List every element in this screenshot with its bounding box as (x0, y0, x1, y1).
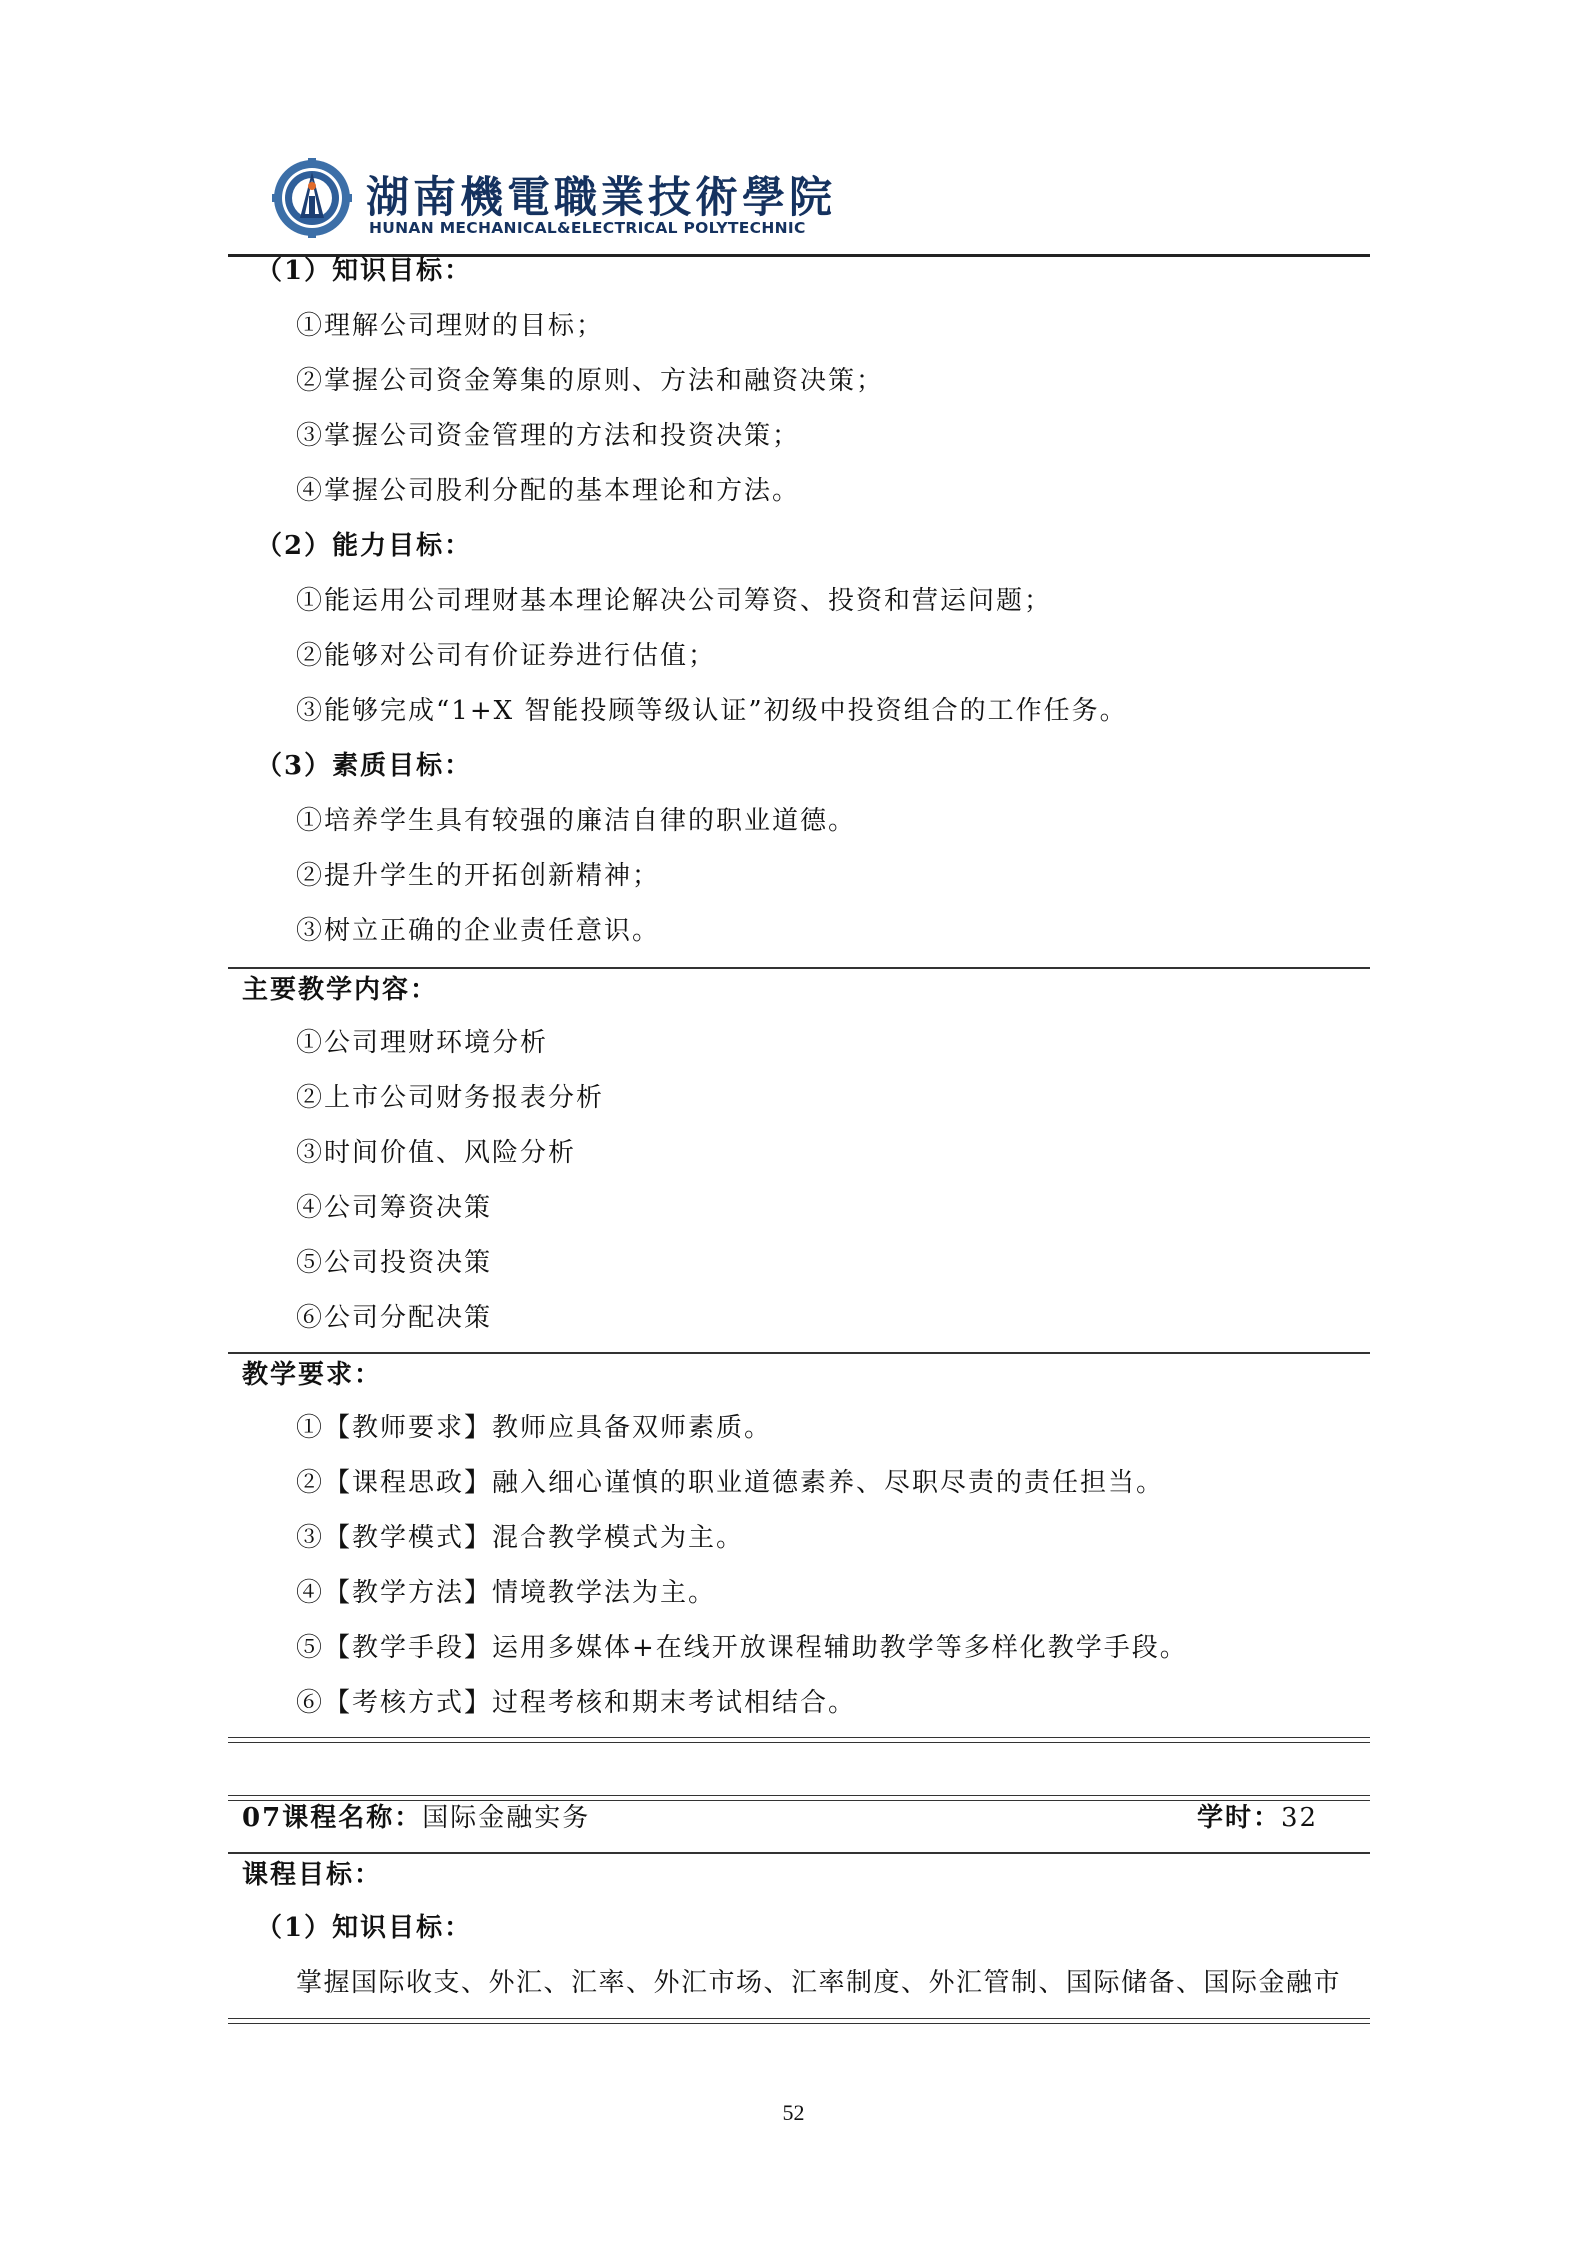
section-divider (228, 1352, 1370, 1354)
table-top-border (228, 1795, 1370, 1801)
school-name-cn: 湖南機電職業技術學院 (366, 173, 836, 223)
course-hours-value: 32 (1281, 1803, 1319, 1833)
objectives-heading: 课程目标： (242, 1860, 383, 1890)
list-item: ③能够完成“1+X 智能投顾等级认证”初级中投资组合的工作任务。 (296, 696, 1128, 726)
section-divider (228, 1852, 1370, 1854)
list-item: ⑥公司分配决策 (296, 1303, 493, 1333)
list-item: ③掌握公司资金管理的方法和投资决策； (296, 421, 801, 451)
course-hours (1197, 1803, 1318, 1833)
list-item: ③树立正确的企业责任意识。 (296, 916, 661, 946)
course-name: 国际金融实务 (422, 1803, 591, 1833)
list-item: ⑤【教学手段】运用多媒体+在线开放课程辅助教学等多样化教学手段。 (296, 1633, 1188, 1663)
list-item: ④掌握公司股利分配的基本理论和方法。 (296, 476, 801, 506)
section-divider (228, 967, 1370, 969)
page-header (272, 158, 836, 238)
course-name-label: 课程名称： (282, 1803, 423, 1833)
knowledge-heading: （1）知识目标： (256, 256, 473, 286)
list-item: ①理解公司理财的目标； (296, 311, 605, 341)
list-item: ①培养学生具有较强的廉洁自律的职业道德。 (296, 806, 857, 836)
table-bottom-border (228, 2018, 1370, 2024)
page-number: 52 (782, 2100, 805, 2125)
content-heading: 主要教学内容： (242, 975, 439, 1005)
knowledge-heading: （1）知识目标： (256, 1913, 473, 1943)
list-item: ②掌握公司资金筹集的原则、方法和融资决策； (296, 366, 885, 396)
list-item: ⑤公司投资决策 (296, 1248, 493, 1278)
knowledge-text: 掌握国际收支、外汇、汇率、外汇市场、汇率制度、外汇管制、国际储备、国际金融市 (296, 1968, 1342, 1998)
school-emblem-icon (272, 158, 352, 238)
list-item: ①公司理财环境分析 (296, 1028, 549, 1058)
list-item: ①【教师要求】教师应具备双师素质。 (296, 1413, 773, 1443)
list-item: ②【课程思政】融入细心谨慎的职业道德素养、尽职尽责的责任担当。 (296, 1468, 1165, 1498)
requirements-heading: 教学要求： (242, 1360, 383, 1390)
list-item: ⑥【考核方式】过程考核和期末考试相结合。 (296, 1688, 857, 1718)
course-title-row (242, 1803, 590, 1833)
course-hours-label: 学时： (1197, 1803, 1282, 1833)
list-item: ②能够对公司有价证券进行估值； (296, 641, 717, 671)
list-item: ②提升学生的开拓创新精神； (296, 861, 661, 891)
list-item: ④【教学方法】情境教学法为主。 (296, 1578, 717, 1608)
school-name-en: HUNAN MECHANICAL&ELECTRICAL POLYTECHNIC (369, 219, 806, 237)
list-item: ③【教学模式】混合教学模式为主。 (296, 1523, 745, 1553)
course-number: 07 (242, 1803, 283, 1833)
ability-heading: （2）能力目标： (256, 531, 473, 561)
table-bottom-border (228, 1737, 1370, 1743)
list-item: ④公司筹资决策 (296, 1193, 493, 1223)
list-item: ③时间价值、风险分析 (296, 1138, 577, 1168)
quality-heading: （3）素质目标： (256, 751, 473, 781)
list-item: ②上市公司财务报表分析 (296, 1083, 605, 1113)
list-item: ①能运用公司理财基本理论解决公司筹资、投资和营运问题； (296, 586, 1053, 616)
